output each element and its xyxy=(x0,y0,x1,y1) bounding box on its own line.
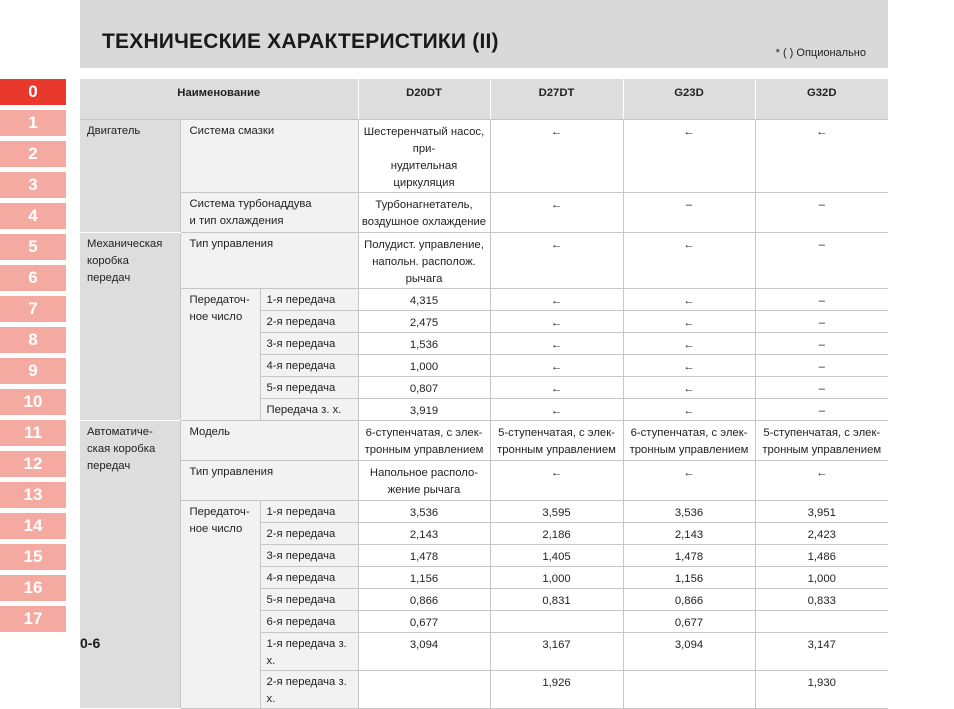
cell-value: 3,094 xyxy=(623,632,755,670)
gear-label: 5-я передача xyxy=(260,588,358,610)
cell-value: ← xyxy=(623,119,755,192)
section-tab-15[interactable]: 15 xyxy=(0,544,66,570)
cell-value xyxy=(358,670,490,708)
cell-value: ← xyxy=(623,354,755,376)
cell-value xyxy=(490,610,623,632)
cell-value: 0,866 xyxy=(623,588,755,610)
gear-label: 2-я передача xyxy=(260,310,358,332)
section-tab-3[interactable]: 3 xyxy=(0,172,66,198)
gear-label: 1-я передача xyxy=(260,288,358,310)
cell-value: 1,478 xyxy=(623,544,755,566)
cell-value: 0,833 xyxy=(755,588,888,610)
section-tab-4[interactable]: 4 xyxy=(0,203,66,229)
cell-value: ← xyxy=(623,460,755,500)
cell-value: 0,677 xyxy=(623,610,755,632)
table-row xyxy=(80,119,888,192)
cell-value: ← xyxy=(623,398,755,420)
cell-value: ← xyxy=(490,460,623,500)
cell-value: 3,094 xyxy=(358,632,490,670)
table-row xyxy=(80,420,888,460)
cell-value: 0,807 xyxy=(358,376,490,398)
cell-value: 1,405 xyxy=(490,544,623,566)
section-tab-17[interactable]: 17 xyxy=(0,606,66,632)
cell-value: Турбонагнетатель, воздушное охлаждение xyxy=(358,192,490,232)
cell-value: – xyxy=(755,192,888,232)
gear-label: 1-я передача з. х. xyxy=(260,632,358,670)
cell-value: ← xyxy=(623,310,755,332)
cell-value: – xyxy=(755,332,888,354)
cell-value: – xyxy=(755,354,888,376)
cell-value: 2,143 xyxy=(358,522,490,544)
cell-value: – xyxy=(755,288,888,310)
cell-value: ← xyxy=(755,460,888,500)
cell-value: – xyxy=(755,232,888,288)
gear-label: 4-я передача xyxy=(260,354,358,376)
cell-value: ← xyxy=(490,232,623,288)
cell-value: ← xyxy=(490,354,623,376)
section-tab-10[interactable]: 10 xyxy=(0,389,66,415)
spec-table xyxy=(80,79,888,709)
gear-label: 4-я передача xyxy=(260,566,358,588)
group-automatic-gearbox: Автоматиче- ская коробка передач xyxy=(80,420,180,708)
section-tab-12[interactable]: 12 xyxy=(0,451,66,477)
cell-value: 2,475 xyxy=(358,310,490,332)
col-header-d27dt: D27DT xyxy=(490,79,623,119)
col-header-name: Наименование xyxy=(80,79,358,119)
cell-value: 5-ступенчатая, с элек- тронным управлением xyxy=(755,420,888,460)
section-tab-6[interactable]: 6 xyxy=(0,265,66,291)
cell-value: 1,156 xyxy=(623,566,755,588)
gear-label: 5-я передача xyxy=(260,376,358,398)
table-row xyxy=(80,232,888,288)
cell-value: 3,595 xyxy=(490,500,623,522)
gear-label: 6-я передача xyxy=(260,610,358,632)
cell-value: ← xyxy=(623,232,755,288)
cell-value: ← xyxy=(490,376,623,398)
table-header-row xyxy=(80,79,888,119)
section-tab-11[interactable]: 11 xyxy=(0,420,66,446)
row-label: Система турбонаддува и тип охлаждения xyxy=(180,192,358,232)
table-row xyxy=(80,500,888,522)
cell-value: 3,147 xyxy=(755,632,888,670)
row-label: Тип управления xyxy=(180,232,358,288)
cell-value: 3,919 xyxy=(358,398,490,420)
section-tab-0[interactable]: 0 xyxy=(0,79,66,105)
cell-value: 6-ступенчатая, с элек- тронным управлением xyxy=(358,420,490,460)
section-tab-13[interactable]: 13 xyxy=(0,482,66,508)
cell-value: ← xyxy=(490,192,623,232)
row-label: Модель xyxy=(180,420,358,460)
gear-label: Передача з. х. xyxy=(260,398,358,420)
cell-value: Напольное располо- жение рычага xyxy=(358,460,490,500)
table-row xyxy=(80,288,888,310)
section-tab-8[interactable]: 8 xyxy=(0,327,66,353)
row-label: Тип управления xyxy=(180,460,358,500)
col-header-g32d: G32D xyxy=(755,79,888,119)
cell-value: 2,143 xyxy=(623,522,755,544)
cell-value: 4,315 xyxy=(358,288,490,310)
cell-value: – xyxy=(755,310,888,332)
cell-value: 2,186 xyxy=(490,522,623,544)
cell-value: 0,677 xyxy=(358,610,490,632)
cell-value: 1,156 xyxy=(358,566,490,588)
cell-value: ← xyxy=(490,119,623,192)
cell-value xyxy=(623,670,755,708)
section-tab-16[interactable]: 16 xyxy=(0,575,66,601)
cell-value: 1,000 xyxy=(358,354,490,376)
section-tab-7[interactable]: 7 xyxy=(0,296,66,322)
cell-value: – xyxy=(755,398,888,420)
cell-value: 0,866 xyxy=(358,588,490,610)
cell-value: 3,536 xyxy=(623,500,755,522)
cell-value: 3,951 xyxy=(755,500,888,522)
cell-value: ← xyxy=(490,332,623,354)
row-label: Система смазки xyxy=(180,119,358,192)
ratio-label: Передаточ- ное число xyxy=(180,500,260,708)
cell-value: 3,167 xyxy=(490,632,623,670)
table-row xyxy=(80,192,888,232)
cell-value: ← xyxy=(755,119,888,192)
cell-value: 1,926 xyxy=(490,670,623,708)
cell-value xyxy=(755,610,888,632)
cell-value: ← xyxy=(623,288,755,310)
cell-value: ← xyxy=(623,332,755,354)
section-tab-1[interactable]: 1 xyxy=(0,110,66,136)
gear-label: 1-я передача xyxy=(260,500,358,522)
cell-value: – xyxy=(623,192,755,232)
page-title: ТЕХНИЧЕСКИЕ ХАРАКТЕРИСТИКИ (II) xyxy=(102,30,499,53)
cell-value: – xyxy=(755,376,888,398)
col-header-d20dt: D20DT xyxy=(358,79,490,119)
cell-value: 1,478 xyxy=(358,544,490,566)
section-tab-14[interactable]: 14 xyxy=(0,513,66,539)
gear-label: 3-я передача xyxy=(260,332,358,354)
section-tab-5[interactable]: 5 xyxy=(0,234,66,260)
page-number: 0-6 xyxy=(80,635,101,651)
section-tab-9[interactable]: 9 xyxy=(0,358,66,384)
col-header-g23d: G23D xyxy=(623,79,755,119)
cell-value: ← xyxy=(490,398,623,420)
gear-label: 3-я передача xyxy=(260,544,358,566)
cell-value: 3,536 xyxy=(358,500,490,522)
gear-label: 2-я передача з. х. xyxy=(260,670,358,708)
cell-value: 1,000 xyxy=(490,566,623,588)
table-row xyxy=(80,460,888,500)
cell-value: 1,930 xyxy=(755,670,888,708)
cell-value: ← xyxy=(490,310,623,332)
gear-label: 2-я передача xyxy=(260,522,358,544)
cell-value: Полудист. управление, напольн. располож. рычага xyxy=(358,232,490,288)
cell-value: 1,486 xyxy=(755,544,888,566)
cell-value: 6-ступенчатая, с элек- тронным управлением xyxy=(623,420,755,460)
group-manual-gearbox: Механическая коробка передач xyxy=(80,232,180,420)
cell-value: 0,831 xyxy=(490,588,623,610)
cell-value: 2,423 xyxy=(755,522,888,544)
ratio-label: Передаточ- ное число xyxy=(180,288,260,420)
cell-value: 1,000 xyxy=(755,566,888,588)
optional-note: * ( ) Опционально xyxy=(775,47,866,59)
cell-value: ← xyxy=(490,288,623,310)
cell-value: 1,536 xyxy=(358,332,490,354)
group-engine: Двигатель xyxy=(80,119,180,232)
cell-value: 5-ступенчатая, с элек- тронным управлением xyxy=(490,420,623,460)
section-tab-2[interactable]: 2 xyxy=(0,141,66,167)
cell-value: Шестеренчатый насос, при- нудительная циркуляция xyxy=(358,119,490,192)
cell-value: ← xyxy=(623,376,755,398)
